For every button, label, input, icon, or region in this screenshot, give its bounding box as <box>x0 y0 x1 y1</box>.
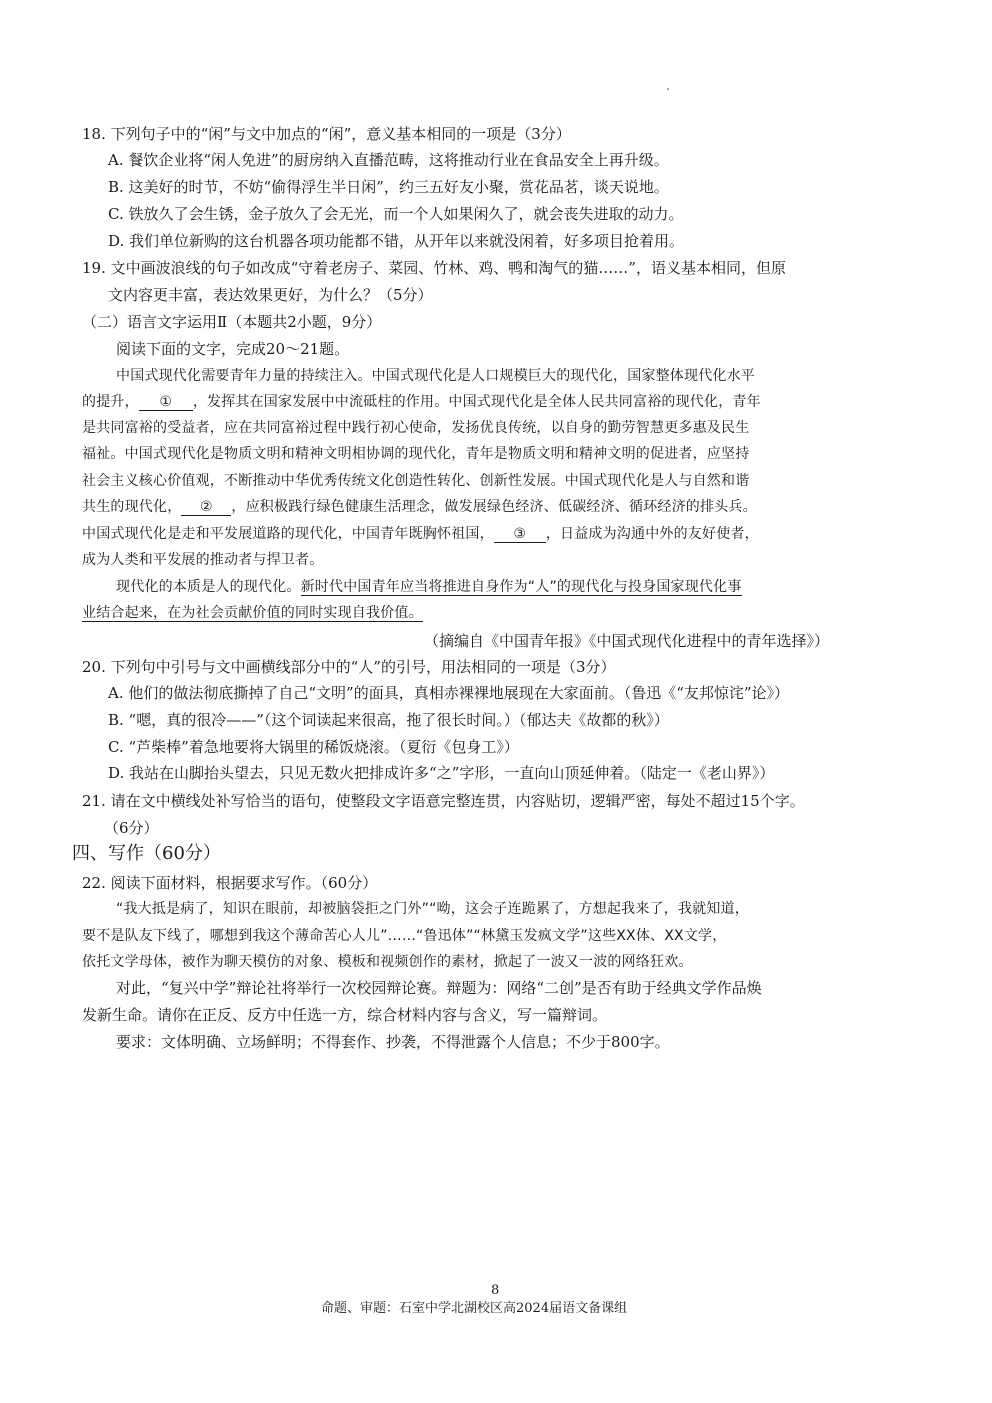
q22-task-line1: 对此，“复兴中学”辩论社将举行一次校园辩论赛。辩题为：网络“二创”是否有助于经典文学作品焕 <box>116 979 762 997</box>
q22-material-line3: 依托文学母体，被作为聊天模仿的对象、模板和视频创作的素材，掀起了一波又一波的网络狂欢。 <box>82 954 693 970</box>
part2-heading: （二）语言文字运用Ⅱ（本题共2小题，9分） <box>82 313 382 331</box>
q20-stem: 20. 下列句中引号与文中画横线部分中的“人”的引号，用法相同的一项是（3分） <box>82 658 616 676</box>
blank-1[interactable]: ① <box>139 394 193 411</box>
q20-option-a: A. 他们的做法彻底撕掉了自己“文明”的面具，真相赤裸裸地展现在大家面前。（鲁迅《“友邦惊诧”论》） <box>108 684 790 702</box>
passage-line6 <box>82 497 757 517</box>
part2-instruction: 阅读下面的文字，完成20～21题。 <box>116 340 350 358</box>
passage-line1: 中国式现代化需要青年力量的持续注入。中国式现代化是人口规模巨大的现代化，国家整体现代化水平 <box>116 368 755 384</box>
q20-option-b: B. “嗯，真的很冷——”（这个词读起来很高，拖了很长时间。）（郁达夫《故都的秋》） <box>108 711 669 729</box>
q18-option-c: C. 铁放久了会生锈，金子放久了会无光，而一个人如果闲久了，就会丧失进取的动力。 <box>108 205 684 223</box>
passage-line5: 社会主义核心价值观，不断推动中华优秀传统文化创造性转化、创新性发展。中国式现代化是人与自然和谐 <box>82 473 750 489</box>
q22-requirements: 要求：文体明确、立场鲜明；不得套作、抄袭，不得泄露个人信息；不少于800字。 <box>116 1033 670 1051</box>
passage-p2-line1 <box>116 577 742 597</box>
passage-source: （摘编自《中国青年报》《中国式现代化进程中的青年选择》） <box>424 632 830 650</box>
blank-2[interactable]: ② <box>181 499 231 516</box>
top-dot-mark <box>667 88 669 90</box>
q22-material-line1: “我大抵是病了，知识在眼前，却被脑袋拒之门外”“呦，这会子连跪累了，方想起我来了，我就知道， <box>116 901 749 917</box>
passage-line7-a: 中国式现代化是走和平发展道路的现代化，中国青年既胸怀祖国， <box>82 526 494 542</box>
q21-line1: 21. 请在文中横线处补写恰当的语句，使整段文字语意完整连贯，内容贴切，逻辑严密，每处不超过15个字。 <box>82 792 805 810</box>
passage-p2-line1-a: 现代化的本质是人的现代化。 <box>116 579 301 595</box>
q18-option-b: B. 这美好的时节，不妨“偷得浮生半日闲”，约三五好友小聚，赏花品茗，谈天说地。 <box>108 178 669 196</box>
q18-stem: 18. 下列句子中的“闲”与文中加点的“闲”，意义基本相同的一项是（3分） <box>82 125 571 143</box>
passage-line6-b: ，应积极践行绿色健康生活理念，做发展绿色经济、低碳经济、循环经济的排头兵。 <box>231 499 757 515</box>
passage-line7 <box>82 524 759 544</box>
underlined-sentence-part1: 新时代中国青年应当将推进自身作为“人”的现代化与投身国家现代化事 <box>300 579 742 595</box>
q19-line1: 19. 文中画波浪线的句子如改成“守着老房子、菜园、竹林、鸡、鸭和淘气的猫……”，语义基本相同，但原 <box>82 259 786 277</box>
q18-option-a: A. 餐饮企业将“闲人免进”的厨房纳入直播范畴，这将推动行业在食品安全上再升级。 <box>108 151 669 169</box>
q22-material-line2: 要不是队友下线了，哪想到我这个薄命苦心人儿”……“鲁迅体”“林黛玉发疯文学”这些XX体、XX文学， <box>82 928 727 944</box>
q22-task-line2: 发新生命。请你在正反、反方中任选一方，综合材料内容与含义，写一篇辩词。 <box>82 1006 608 1024</box>
section4-heading: 四、写作（60分） <box>72 843 221 864</box>
q20-option-c: C. “芦柴棒”着急地要将大锅里的稀饭烧滚。（夏衍《包身工》） <box>108 738 519 756</box>
passage-line7-b: ，日益成为沟通中外的友好使者， <box>545 526 759 542</box>
underlined-sentence-part2: 业结合起来，在为社会贡献价值的同时实现自我价值。 <box>82 605 423 621</box>
passage-line8: 成为人类和平发展的推动者与捍卫者。 <box>82 552 324 568</box>
passage-line6-a: 共生的现代化， <box>82 499 182 515</box>
q18-option-d: D. 我们单位新购的这台机器各项功能都不错，从开年以来就没闲着，好多项目抢着用。 <box>108 232 685 250</box>
q21-line2: （6分） <box>104 819 159 837</box>
blank-3[interactable]: ③ <box>494 526 546 543</box>
passage-line2-a: 的提升， <box>82 394 139 410</box>
q20-option-d: D. 我站在山脚抬头望去，只见无数火把排成许多“之”字形，一直向山顶延伸着。（陆定一《老山界》） <box>108 764 775 782</box>
passage-line2-b: ，发挥其在国家发展中中流砥柱的作用。中国式现代化是全体人民共同富裕的现代化，青年 <box>192 394 761 410</box>
q19-line2: 文内容更丰富，表达效果更好，为什么？（5分） <box>108 286 433 304</box>
footer-credit: 命题、审题：石室中学北湖校区高2024届语文备课组 <box>321 1301 628 1316</box>
passage-line3: 是共同富裕的受益者，应在共同富裕过程中践行初心使命，发扬优良传统，以自身的勤劳智慧更多惠及民生 <box>82 420 750 436</box>
page-number: 8 <box>491 1283 500 1298</box>
passage-line4: 福祉。中国式现代化是物质文明和精神文明相协调的现代化，青年是物质文明和精神文明的促进者，应坚持 <box>82 446 750 462</box>
passage-p2-line2 <box>82 603 423 623</box>
q22-stem: 22. 阅读下面材料，根据要求写作。（60分） <box>82 874 378 892</box>
passage-line2 <box>82 392 761 412</box>
